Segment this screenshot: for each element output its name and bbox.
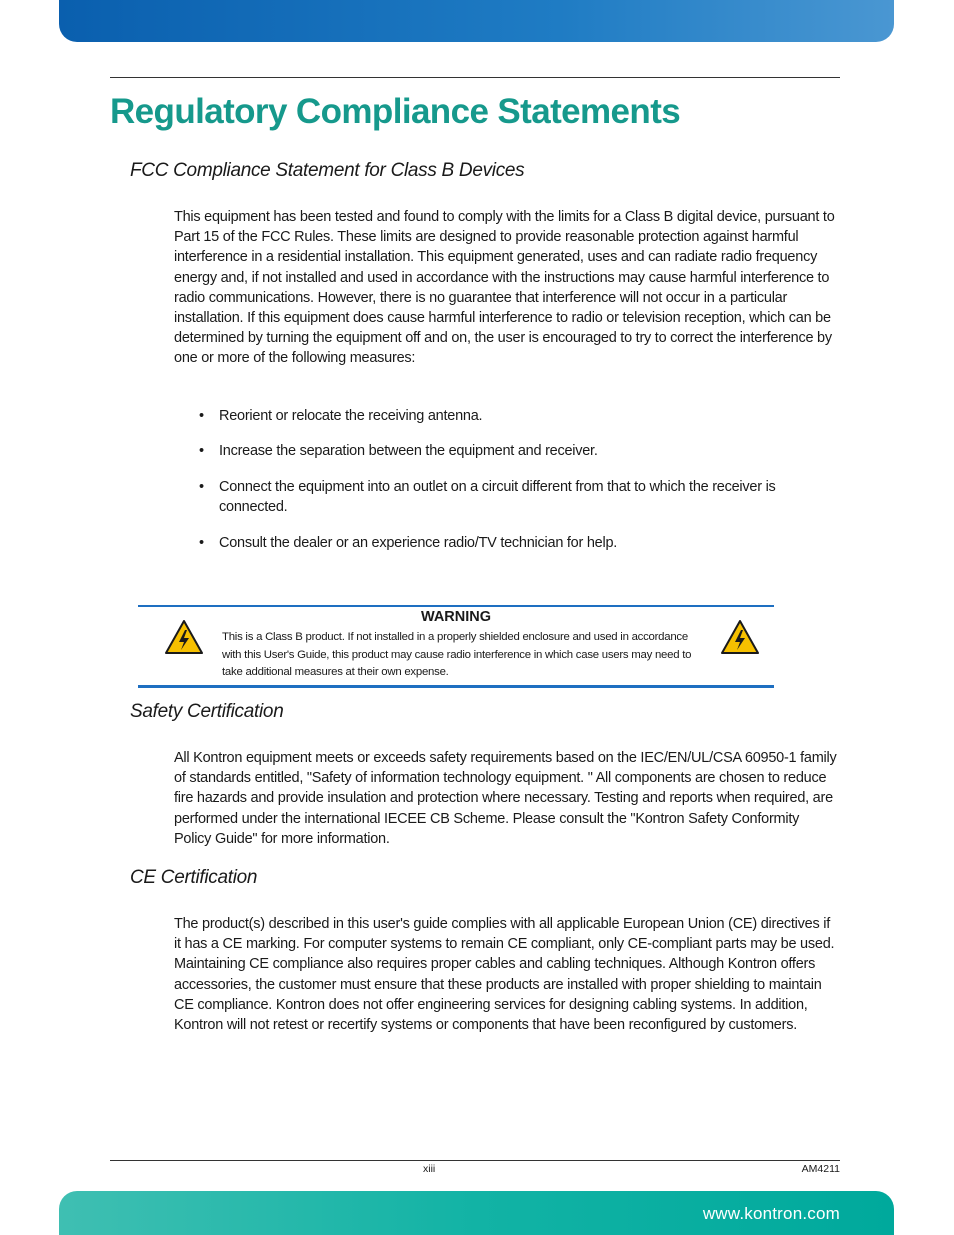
list-item [199, 441, 841, 461]
kontron-website-link[interactable]: www.kontron.com [702, 1204, 840, 1223]
bullet-icon: • [199, 443, 204, 459]
fcc-paragraph: This equipment has been tested and found to comply with the limits for a Class B digital device, pursuant to Part 15 of the FCC Rules. These limits are designed to provide reasonable protection against harmful interference in a residential installation. This equipment generated, uses and can radiate radio frequency energy and, if not installed and used in accordance with the instructions may cause harmful interference to radio communications. However, there is no guarantee that interference will not occur in a particular installation. If this equipment does cause harmful interference to radio or television reception, which can be determined by turning the equipment off and on, the user is encouraged to try to correct the interference by one or more of the following measures: [174, 209, 835, 367]
bullet-icon: • [199, 479, 204, 495]
header-banner [59, 0, 894, 42]
bullet-icon: • [199, 408, 204, 424]
list-item-text: Reorient or relocate the receiving antenna. [219, 408, 483, 424]
list-item-text: Consult the dealer or an experience radio/TV technician for help. [219, 535, 618, 551]
header-divider [110, 77, 840, 78]
ce-paragraph: The product(s) described in this user's guide complies with all applicable European Union (CE) directives if it has a CE marking. For computer systems to remain CE compliant, only CE-compliant parts may be used. Maintaining CE compliance also requires proper cables and cabling techniques. Although Kontron offers accessories, the customer must ensure that these products are installed with proper shielding to maintain CE compliance. Kontron does not offer engineering services for designing cabling systems. In addition, Kontron will not retest or recertify systems or components that have been reconfigured by customers. [174, 916, 835, 1034]
warning-box [138, 605, 774, 688]
page-title: Regulatory Compliance Statements [110, 92, 681, 131]
safety-section-heading: Safety Certification [130, 701, 284, 722]
fcc-section-heading: FCC Compliance Statement for Class B Devices [130, 160, 525, 181]
footer-banner [59, 1191, 894, 1235]
list-item [199, 406, 841, 426]
bullet-icon: • [199, 535, 204, 551]
list-item-text: Increase the separation between the equipment and receiver. [219, 443, 598, 459]
ce-section-heading: CE Certification [130, 867, 258, 888]
high-voltage-warning-icon [720, 619, 760, 655]
warning-text: This is a Class B product. If not installed in a properly shielded enclosure and used in accordance with this User's Guide, this product may cause radio interference in which case users may need to take additional measures at their own expense. [222, 631, 692, 679]
footer-divider [110, 1160, 840, 1161]
warning-title: WARNING [420, 609, 492, 625]
list-item-text: Connect the equipment into an outlet on a circuit different from that to which the receiver is connected. [219, 479, 776, 516]
list-item [199, 533, 841, 553]
page-number: xiii [423, 1163, 436, 1175]
document-id: AM4211 [801, 1163, 840, 1175]
safety-paragraph: All Kontron equipment meets or exceeds safety requirements based on the IEC/EN/UL/CSA 60950-1 family of standards entitled, "Safety of information technology equipment. " All components are chosen to reduce fire hazards and provide insulation and protection where necessary. Testing and reports when required, are performed under the international IECEE CB Scheme. Please consult the "Kontron Safety Conformity Policy Guide" for more information. [174, 750, 837, 847]
list-item [199, 477, 841, 517]
